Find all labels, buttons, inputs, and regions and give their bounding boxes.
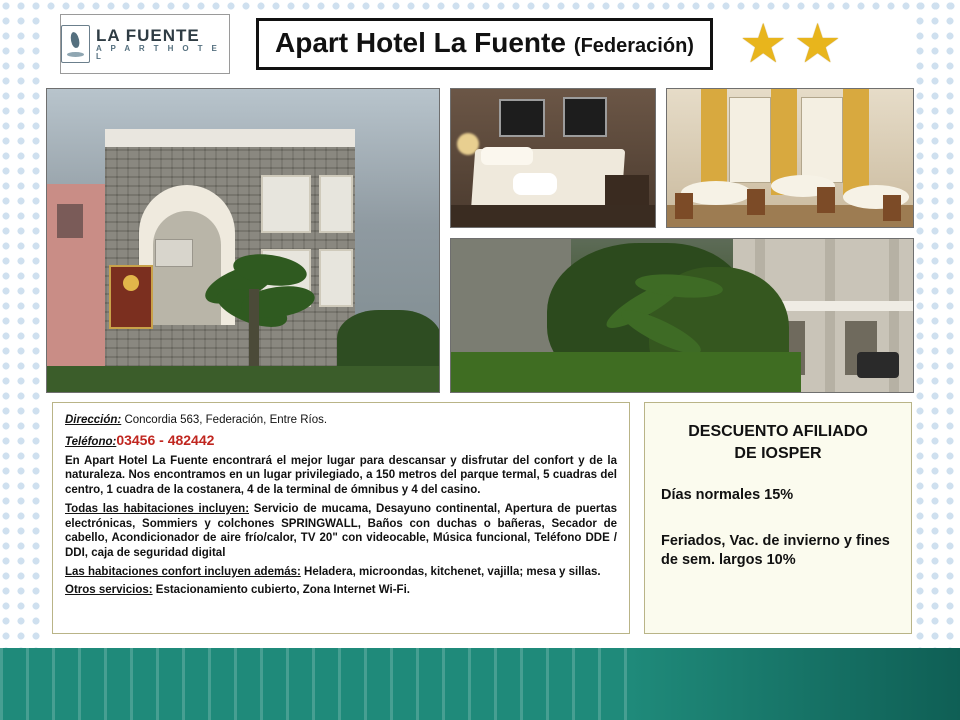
footer-band: [0, 648, 960, 720]
dotted-border-left: [0, 0, 46, 650]
phone-row: [65, 432, 617, 450]
hotel-logo: [60, 14, 230, 74]
star-icon: ★: [793, 14, 842, 74]
star-rating: [738, 14, 842, 74]
discount-holidays: Feriados, Vac. de invierno y fines de sem. largos 10%: [661, 532, 890, 569]
rooms-included-label: Todas las habitaciones incluyen:: [65, 502, 250, 515]
confort-rooms-value: Heladera, microondas, kitchenet, vajilla; mesa y sillas.: [300, 565, 601, 578]
bedroom-photo: [450, 88, 656, 228]
intro-paragraph: En Apart Hotel La Fuente encontrará el mejor lugar para descansar y disfrutar del confort y de la naturaleza. Nos encontramos en un lugar privilegiado, a 150 metros del parque termal, 5 cuadras del centro, 1 cuadra de la costanera, 4 de la terminal de ómnibus y 4 del casino.: [65, 454, 617, 497]
courtyard-photo: [450, 238, 914, 393]
discount-normal-days: Días normales 15%: [661, 487, 794, 504]
photo-collage: [46, 88, 914, 393]
other-services-value: Estacionamiento cubierto, Zona Internet Wi-Fi.: [152, 584, 410, 597]
other-services-label: Otros servicios:: [65, 584, 153, 597]
footer-gradient: [630, 648, 960, 720]
fountain-logo-icon: [61, 25, 90, 63]
address-value: Concordia 563, Federación, Entre Ríos.: [124, 414, 328, 426]
other-services-row: [65, 583, 617, 598]
phone-value: 03456 - 482442: [116, 431, 215, 448]
dotted-border-right: [914, 0, 960, 650]
page-title-location: (Federación): [573, 35, 694, 57]
address-label: Dirección:: [65, 414, 122, 426]
page-title: [256, 18, 713, 70]
confort-rooms-row: [65, 565, 617, 580]
dining-room-photo: [666, 88, 914, 228]
discount-title-line1: DESCUENTO AFILIADO: [688, 423, 868, 440]
star-icon: ★: [738, 14, 788, 74]
logo-name-line1: LA FUENTE: [95, 25, 200, 45]
discount-box: [644, 402, 912, 634]
rooms-included-value: Servicio de mucama, Desayuno continental, Apertura de puertas electrónicas, Sommiers y colchones SPRINGWALL, Baños con duchas o bañeras, Secador de cabello, Acondicionador de aire frío/calor, TV 20" con videocable, Música funcional, Teléfono DDE / DDI, caja de seguridad digital: [65, 502, 617, 559]
hotel-exterior-photo: [46, 88, 440, 393]
hotel-info-box: [52, 402, 630, 634]
logo-name-line2: A P A R T H O T E L: [95, 43, 221, 61]
confort-rooms-label: Las habitaciones confort incluyen además:: [65, 565, 301, 578]
rooms-included-row: [65, 502, 617, 561]
discount-title-line2: DE IOSPER: [734, 444, 822, 462]
page-title-main: Apart Hotel La Fuente: [275, 27, 566, 58]
phone-label: Teléfono:: [65, 435, 117, 448]
page-header: [46, 8, 916, 80]
address-row: [65, 413, 617, 428]
